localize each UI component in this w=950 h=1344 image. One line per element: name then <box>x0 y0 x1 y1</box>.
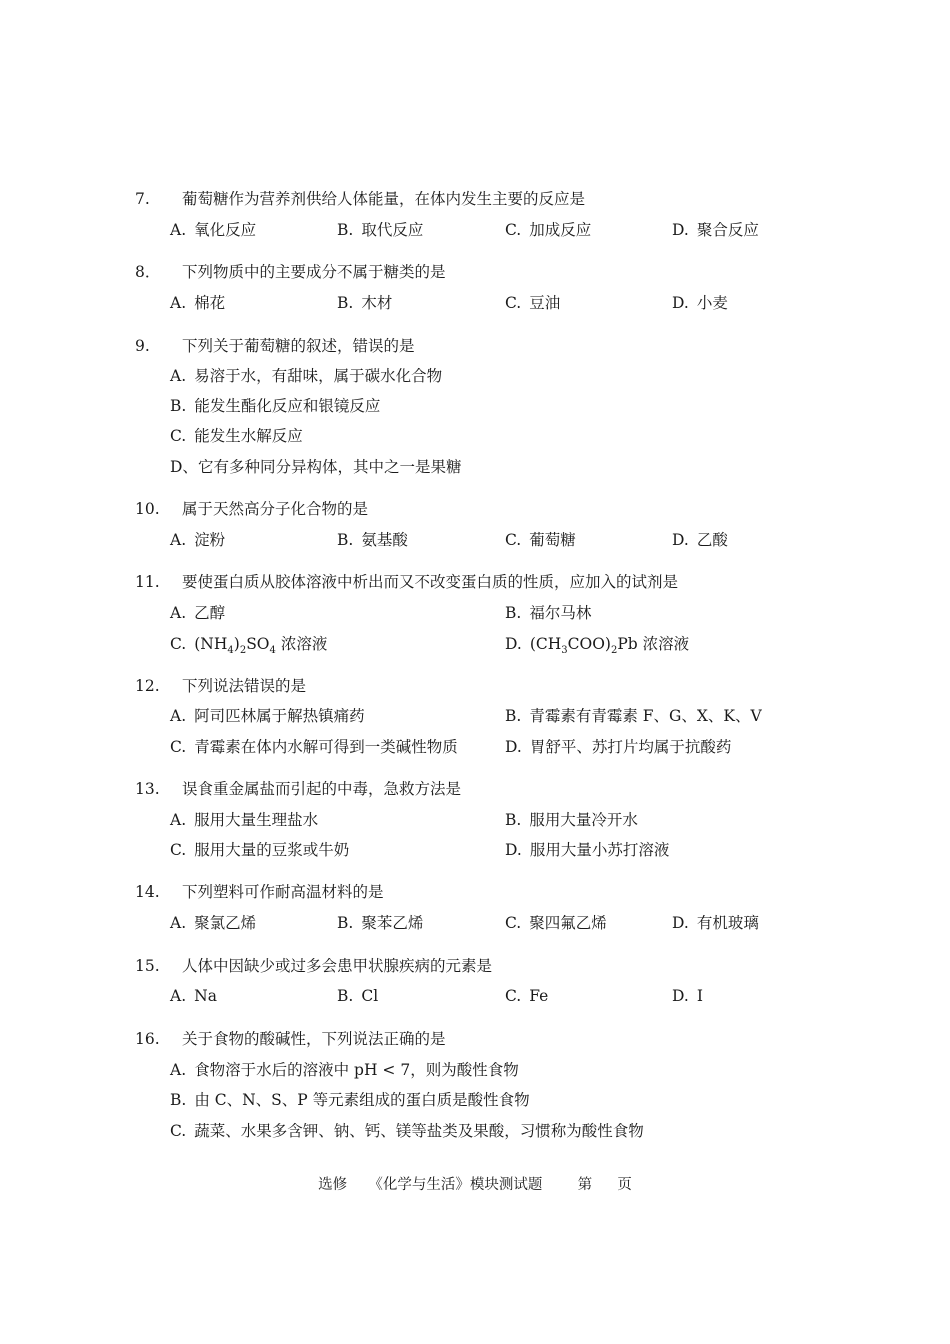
formula-subscript: 2 <box>610 645 618 656</box>
option-text: 加成反应 <box>529 221 592 239</box>
option-text: 氨基酸 <box>361 531 408 549</box>
question-number: 9. <box>135 337 150 355</box>
option-letter: B. <box>337 531 354 549</box>
formula-text <box>529 635 690 656</box>
option-text: 取代反应 <box>361 221 424 239</box>
option-b <box>337 913 423 933</box>
question-stem: 人体中因缺少或过多会患甲状腺疾病的元素是 <box>182 957 493 975</box>
option-d <box>672 913 759 933</box>
formula-part: Pb 浓溶液 <box>617 635 690 653</box>
option-letter: D. <box>505 635 522 653</box>
question-stem: 要使蛋白质从胶体溶液中析出而又不改变蛋白质的性质，应加入的试剂是 <box>182 573 679 591</box>
option-b <box>505 810 638 830</box>
option-letter: C. <box>170 635 187 653</box>
question-stem: 下列说法错误的是 <box>182 677 307 695</box>
option-text: 能发生水解反应 <box>194 427 303 445</box>
option-c <box>170 840 349 860</box>
option-text: 服用大量生理盐水 <box>194 811 319 829</box>
option-a <box>170 530 225 550</box>
option-text: 乙醇 <box>194 604 226 622</box>
formula-subscript: 2 <box>239 645 247 656</box>
option-letter: C. <box>505 987 522 1005</box>
question-stem: 下列关于葡萄糖的叙述，错误的是 <box>182 337 415 355</box>
option-text: 豆油 <box>529 294 561 312</box>
option-c <box>170 737 458 757</box>
option-letter: A. <box>170 987 187 1005</box>
question-number: 13. <box>135 780 160 798</box>
option-text: 阿司匹林属于解热镇痛药 <box>194 707 365 725</box>
option-b <box>337 293 392 313</box>
option-d <box>505 840 669 860</box>
option-a <box>170 986 217 1006</box>
option-a <box>170 220 256 240</box>
option-letter: D、 <box>170 458 198 476</box>
formula-part: COO) <box>567 635 611 653</box>
option-c <box>170 634 327 654</box>
option-d <box>505 737 731 757</box>
formula-text <box>194 635 328 656</box>
footer-course: 选修 <box>318 1177 348 1193</box>
option-letter: B. <box>505 811 522 829</box>
option-c <box>505 530 576 550</box>
option-letter: C. <box>170 1122 187 1140</box>
footer-title: 《化学与生活》模块测试题 <box>368 1177 543 1193</box>
option-text: 乙酸 <box>696 531 728 549</box>
option-c <box>505 220 591 240</box>
option-text: 有机玻璃 <box>696 914 759 932</box>
option-letter: B. <box>170 1091 187 1109</box>
option-d <box>505 634 689 654</box>
formula-subscript: 4 <box>227 645 234 656</box>
option-letter: A. <box>170 1061 187 1079</box>
option-b <box>337 986 378 1006</box>
option-text: 聚四氟乙烯 <box>529 914 607 932</box>
option-text: 木材 <box>361 294 393 312</box>
question-number: 14. <box>135 883 160 901</box>
option-letter: C. <box>170 427 187 445</box>
option-letter: B. <box>337 914 354 932</box>
question-number: 16. <box>135 1030 160 1048</box>
option-c <box>505 913 607 933</box>
page-footer <box>0 1173 950 1194</box>
option-text: I <box>696 987 703 1005</box>
option-text: Cl <box>361 987 379 1005</box>
option-text: 易溶于水，有甜味，属于碳水化合物 <box>194 367 443 385</box>
option-text: 服用大量冷开水 <box>529 811 638 829</box>
option-text: 青霉素有青霉素 F、G、X、K、V <box>529 707 762 725</box>
option-d <box>170 457 461 477</box>
option-letter: C. <box>170 841 187 859</box>
option-letter: A. <box>170 914 187 932</box>
option-letter: B. <box>337 221 354 239</box>
option-a <box>170 810 318 830</box>
question-number: 11. <box>135 573 160 591</box>
question-number: 10. <box>135 500 160 518</box>
option-letter: C. <box>505 221 522 239</box>
option-text: 聚苯乙烯 <box>361 914 424 932</box>
formula-part: ) <box>233 635 240 653</box>
option-text: 服用大量的豆浆或牛奶 <box>194 841 350 859</box>
option-letter: D. <box>672 294 689 312</box>
option-letter: B. <box>505 707 522 725</box>
option-a <box>170 366 442 386</box>
question-number: 12. <box>135 677 160 695</box>
formula-part: SO <box>246 635 270 653</box>
option-letter: B. <box>337 294 354 312</box>
formula-part: 浓溶液 <box>275 635 328 653</box>
option-text: 聚氯乙烯 <box>194 914 257 932</box>
option-letter: B. <box>505 604 522 622</box>
option-b <box>337 220 423 240</box>
option-c <box>170 1121 644 1141</box>
option-text: 能发生酯化反应和银镜反应 <box>194 397 381 415</box>
option-letter: D. <box>672 914 689 932</box>
option-b <box>505 706 762 726</box>
formula-part: (CH <box>529 635 562 653</box>
option-letter: A. <box>170 294 187 312</box>
footer-page-suffix: 页 <box>617 1177 632 1193</box>
option-letter: D. <box>672 987 689 1005</box>
question-stem: 误食重金属盐而引起的中毒，急救方法是 <box>182 780 462 798</box>
option-b <box>337 530 408 550</box>
question-stem: 下列塑料可作耐高温材料的是 <box>182 883 384 901</box>
option-letter: A. <box>170 604 187 622</box>
option-b <box>170 396 380 416</box>
option-text: 聚合反应 <box>696 221 759 239</box>
option-a <box>170 293 225 313</box>
option-text: 葡萄糖 <box>529 531 576 549</box>
option-a <box>170 1060 519 1080</box>
option-letter: C. <box>170 738 187 756</box>
option-letter: A. <box>170 221 187 239</box>
option-text: 食物溶于水后的溶液中 pH < 7，则为酸性食物 <box>194 1061 519 1079</box>
formula-subscript: 3 <box>561 645 568 656</box>
option-letter: A. <box>170 707 187 725</box>
option-text: 棉花 <box>194 294 226 312</box>
option-text: Fe <box>529 987 549 1005</box>
footer-page-prefix: 第 <box>577 1177 593 1193</box>
option-letter: A. <box>170 531 187 549</box>
question-stem: 属于天然高分子化合物的是 <box>182 500 369 518</box>
option-c <box>505 986 548 1006</box>
option-letter: A. <box>170 367 187 385</box>
option-letter: C. <box>505 914 522 932</box>
option-text: 福尔马林 <box>529 604 592 622</box>
option-text: 胃舒平、苏打片均属于抗酸药 <box>529 738 732 756</box>
option-letter: D. <box>505 841 522 859</box>
option-letter: D. <box>505 738 522 756</box>
option-text: 服用大量小苏打溶液 <box>529 841 670 859</box>
option-d <box>672 293 728 313</box>
option-text: Na <box>194 987 217 1005</box>
question-stem: 下列物质中的主要成分不属于糖类的是 <box>182 263 446 281</box>
option-text: 小麦 <box>696 294 728 312</box>
option-a <box>170 603 225 623</box>
option-a <box>170 706 365 726</box>
question-stem: 葡萄糖作为营养剂供给人体能量，在体内发生主要的反应是 <box>182 190 586 208</box>
option-text: 由 C、N、S、P 等元素组成的蛋白质是酸性食物 <box>194 1091 530 1109</box>
option-d <box>672 986 703 1006</box>
option-c <box>170 426 303 446</box>
option-text: 青霉素在体内水解可得到一类碱性物质 <box>194 738 458 756</box>
option-d <box>672 220 759 240</box>
option-letter: B. <box>337 987 354 1005</box>
option-text: 氧化反应 <box>194 221 257 239</box>
option-b <box>505 603 591 623</box>
option-a <box>170 913 256 933</box>
option-d <box>672 530 728 550</box>
option-b <box>170 1090 530 1110</box>
question-number: 7. <box>135 190 150 208</box>
formula-part: (NH <box>194 635 228 653</box>
option-text: 淀粉 <box>194 531 226 549</box>
option-letter: D. <box>672 531 689 549</box>
option-letter: C. <box>505 294 522 312</box>
question-stem: 关于食物的酸碱性，下列说法正确的是 <box>182 1030 446 1048</box>
option-letter: B. <box>170 397 187 415</box>
option-letter: D. <box>672 221 689 239</box>
question-number: 8． <box>135 263 161 281</box>
question-number: 15. <box>135 957 160 975</box>
formula-subscript: 4 <box>269 645 276 656</box>
option-c <box>505 293 560 313</box>
option-letter: C. <box>505 531 522 549</box>
option-text: 它有多种同分异构体，其中之一是果糖 <box>197 458 462 476</box>
option-text: 蔬菜、水果多含钾、钠、钙、镁等盐类及果酸，习惯称为酸性食物 <box>194 1122 644 1140</box>
option-letter: A. <box>170 811 187 829</box>
